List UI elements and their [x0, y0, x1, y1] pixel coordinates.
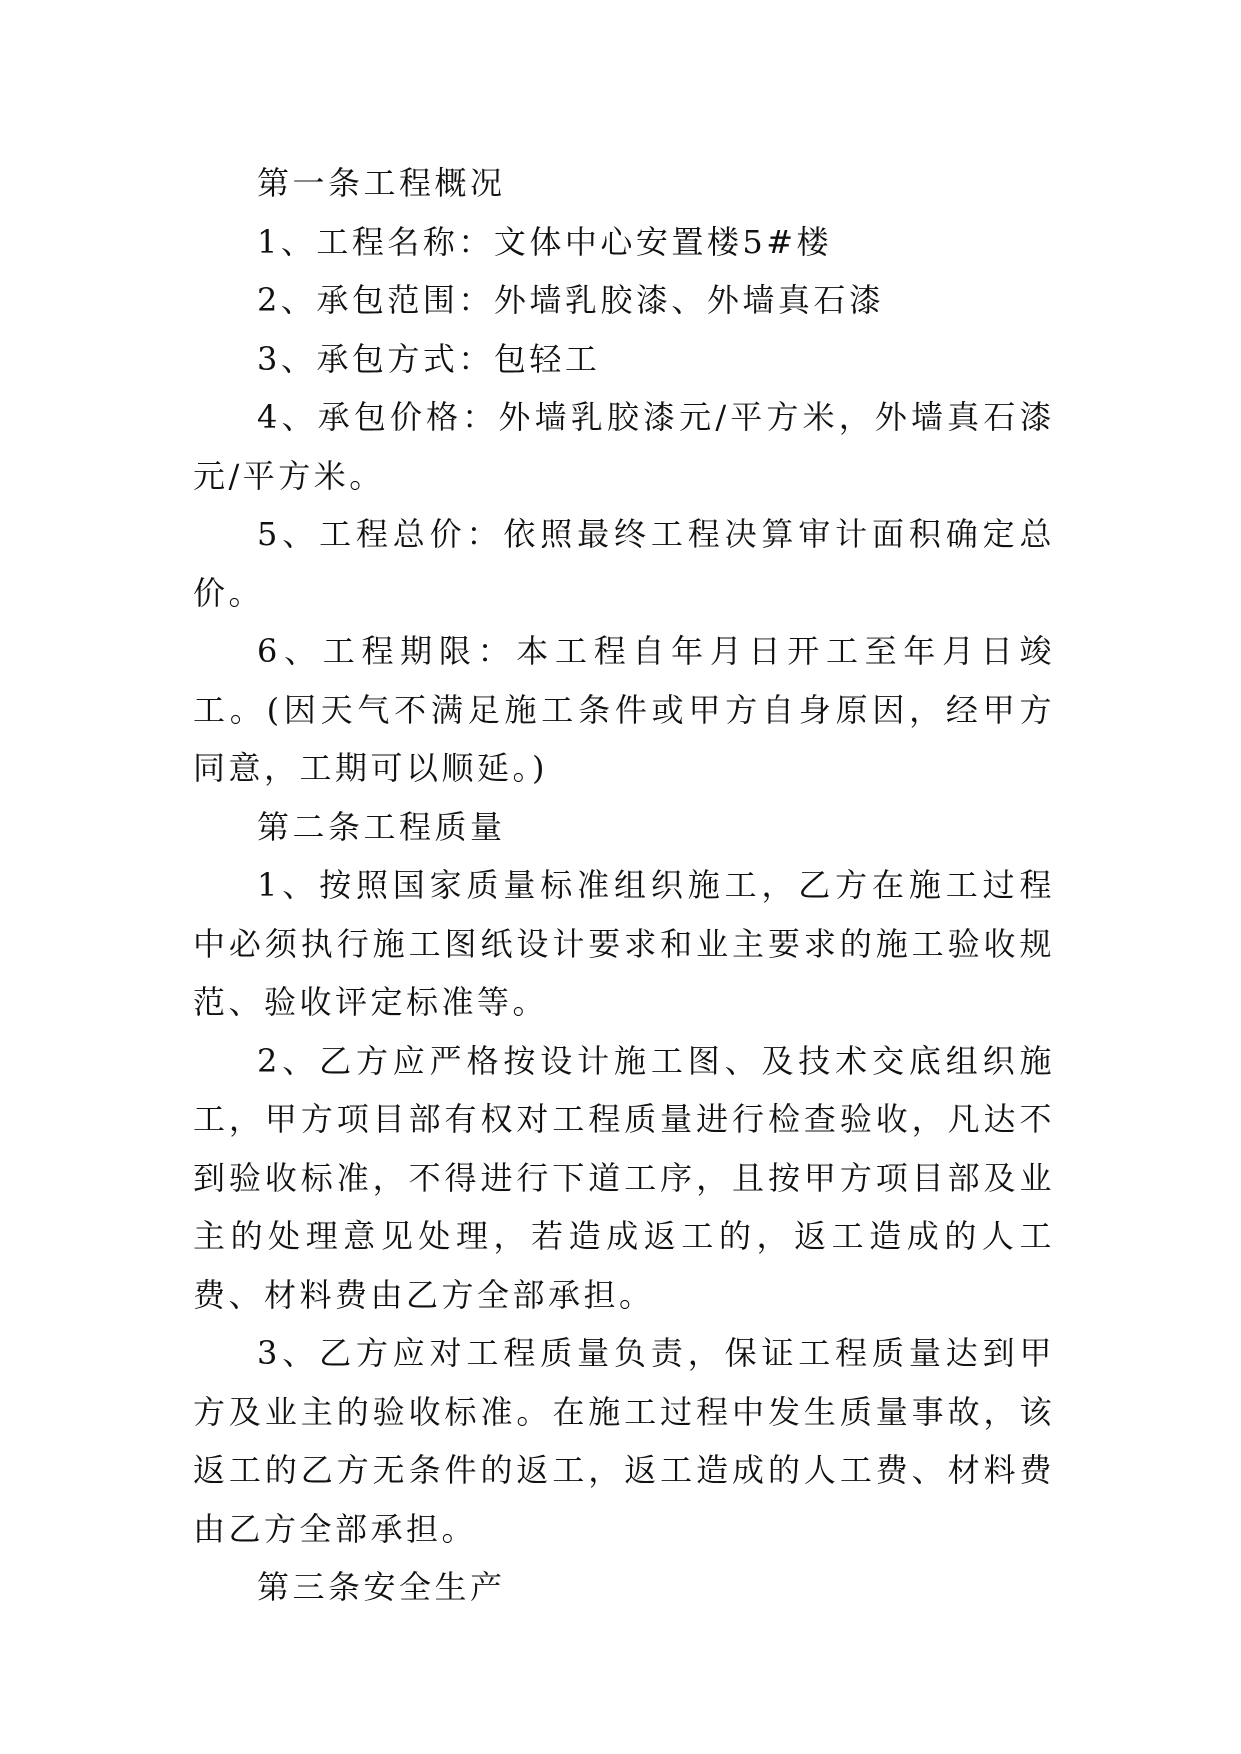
clause-project-name: 1、工程名称：文体中心安置楼5#楼	[257, 222, 833, 261]
section-heading-project-overview: 第一条工程概况	[257, 164, 506, 202]
clause-total-price: 5、工程总价：依照最终工程决算审计面积确定总价。	[193, 515, 1055, 612]
clause-quality-standard: 1、按照国家质量标准组织施工，乙方在施工过程中必须执行施工图纸设计要求和业主要求的施工验收规范、验收评定标准等。	[193, 866, 1055, 1021]
clause-contract-method: 3、承包方式：包轻工	[257, 339, 601, 378]
clause-quality-inspection: 2、乙方应严格按设计施工图、及技术交底组织施工，甲方项目部有权对工程质量进行检查验收，凡达不到验收标准，不得进行下道工序，且按甲方项目部及业主的处理意见处理，若造成返工的，返工造成的人工费、材料费由乙方全部承担。	[193, 1041, 1055, 1314]
section-heading-safety-production: 第三条安全生产	[257, 1568, 506, 1606]
document-body	[193, 154, 1055, 1617]
clause-quality-responsibility: 3、乙方应对工程质量负责，保证工程质量达到甲方及业主的验收标准。在施工过程中发生质量事故，该返工的乙方无条件的返工，返工造成的人工费、材料费由乙方全部承担。	[193, 1334, 1055, 1548]
clause-contract-scope: 2、承包范围：外墙乳胶漆、外墙真石漆	[257, 281, 885, 319]
clause-project-period: 6、工程期限：本工程自年月日开工至年月日竣工。(因天气不满足施工条件或甲方自身原因，经甲方同意，工期可以顺延。)	[193, 632, 1055, 787]
section-heading-project-quality: 第二条工程质量	[257, 807, 506, 846]
clause-contract-price: 4、承包价格：外墙乳胶漆元/平方米，外墙真石漆元/平方米。	[193, 398, 1055, 495]
